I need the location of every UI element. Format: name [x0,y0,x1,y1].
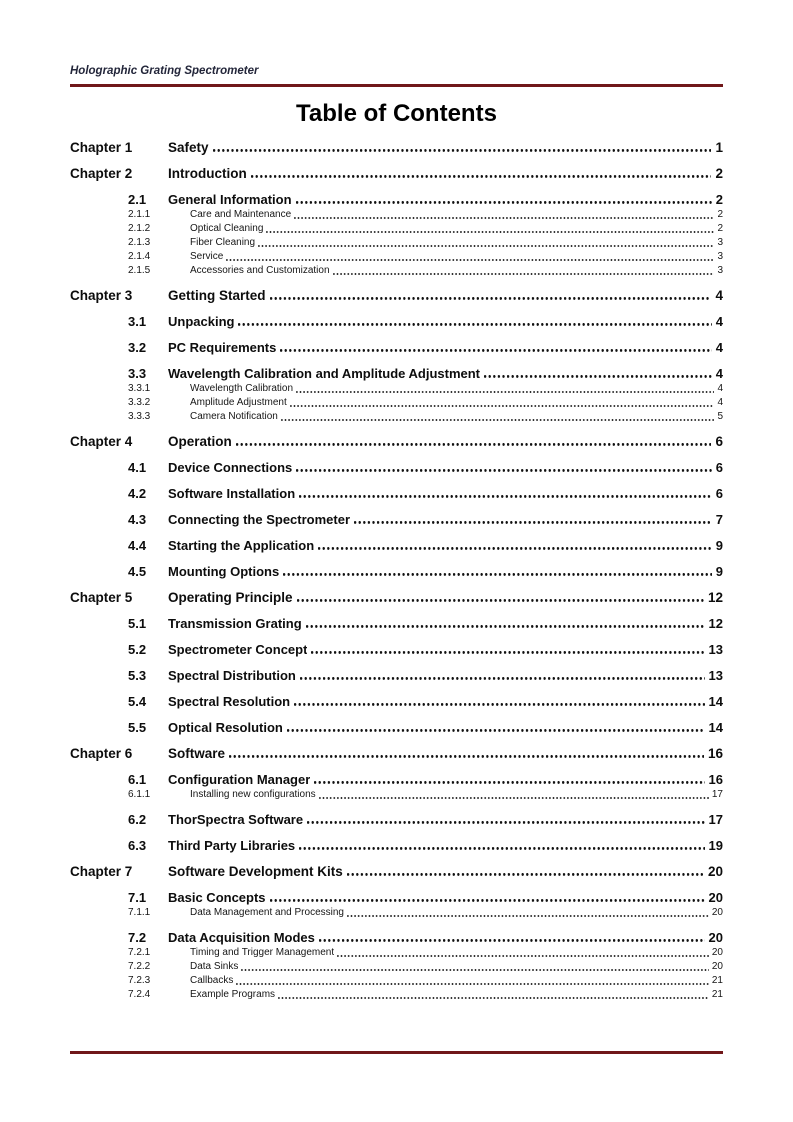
dot-leader [294,217,714,219]
toc-entry-title: Timing and Trigger Management [190,946,335,958]
toc-entry-number: 7.2.2 [128,960,151,972]
toc-entry-page: 20 [708,929,723,945]
toc-entry-title: Mounting Options [168,563,280,579]
toc-entry-page: 3 [717,264,723,276]
header-rule [70,84,723,87]
toc-entry-page: 14 [708,693,723,709]
toc-entry-number: 7.2.3 [128,974,151,986]
toc-entry-number: 4.3 [128,511,147,527]
toc-entry-number: 3.3.1 [128,382,151,394]
toc-entry-page: 4 [717,382,723,394]
dot-leader [281,419,715,421]
toc-entry[interactable] [70,975,723,987]
toc-entry-title: Care and Maintenance [190,208,292,220]
dot-leader [314,781,704,784]
dot-leader [290,405,715,407]
toc-entry-number: 6.1 [128,771,147,787]
dot-leader [294,703,704,706]
dot-leader [354,521,712,524]
toc-entry[interactable] [70,397,723,409]
toc-entry-number: 5.3 [128,667,147,683]
dot-leader [297,599,704,602]
toc-entry-page: 6 [715,433,723,449]
toc-entry-page: 16 [708,771,723,787]
toc-entry-page: 4 [717,396,723,408]
toc-entry[interactable] [70,616,723,631]
dot-leader [241,969,709,971]
dot-leader [258,245,714,247]
toc-entry-title: Fiber Cleaning [190,236,256,248]
dot-leader [311,651,704,654]
toc-entry[interactable] [70,590,723,605]
toc-entry-title: Safety [168,139,209,155]
toc-entry-page: 6 [715,459,723,475]
toc-entry-number: Chapter 1 [70,139,133,155]
toc-entry-title: Data Management and Processing [190,906,344,918]
toc-entry-page: 12 [707,589,723,605]
toc-entry[interactable] [70,223,723,235]
toc-entry[interactable] [70,668,723,683]
toc-entry-title: Camera Notification [190,410,278,422]
toc-entry-page: 4 [715,339,723,355]
dot-leader [337,955,709,957]
toc-entry-number: 4.1 [128,459,147,475]
dot-leader [226,259,714,261]
toc-entry-number: 7.1.1 [128,906,151,918]
dot-leader [347,873,704,876]
dot-leader [236,443,712,446]
toc-entry-title: Transmission Grating [168,615,302,631]
toc-entry[interactable] [70,838,723,853]
toc-entry[interactable] [70,166,723,181]
toc-entry-number: 2.1.2 [128,222,151,234]
toc-entry-number: 6.1.1 [128,788,151,800]
toc-entry[interactable] [70,772,723,787]
toc-entry[interactable] [70,989,723,1001]
page-title: Table of Contents [296,99,497,127]
toc-entry-title: Data Acquisition Modes [168,929,315,945]
toc-entry-number: 3.2 [128,339,147,355]
toc-entry-number: Chapter 7 [70,863,133,879]
toc-entry[interactable] [70,209,723,221]
dot-leader [307,821,704,824]
toc-entry-title: Software [168,745,226,761]
toc-entry-title: Spectrometer Concept [168,641,308,657]
toc-entry[interactable] [70,890,723,905]
dot-leader [270,899,705,902]
toc-entry-page: 9 [715,537,723,553]
table-of-contents [70,140,723,1001]
toc-entry-number: 5.1 [128,615,147,631]
toc-entry-number: Chapter 2 [70,165,133,181]
toc-entry-title: Optical Cleaning [190,222,264,234]
toc-entry-number: 3.1 [128,313,147,329]
dot-leader [318,547,712,550]
toc-entry[interactable] [70,366,723,381]
toc-entry-title: Unpacking [168,313,235,329]
toc-entry[interactable] [70,288,723,303]
toc-entry[interactable] [70,864,723,879]
toc-entry-number: 6.2 [128,811,147,827]
dot-leader [270,297,712,300]
dot-leader [347,915,709,917]
toc-entry[interactable] [70,486,723,501]
toc-entry-page: 7 [715,511,723,527]
toc-entry-page: 19 [708,837,723,853]
toc-entry-page: 21 [711,974,723,986]
toc-entry-number: Chapter 3 [70,287,133,303]
dot-leader [229,755,704,758]
toc-entry[interactable] [70,812,723,827]
toc-entry-title: Operating Principle [168,589,293,605]
toc-entry-number: 2.1 [128,191,147,207]
dot-leader [296,201,712,204]
toc-entry-number: 4.4 [128,537,147,553]
toc-entry[interactable] [70,789,723,801]
dot-leader [283,573,712,576]
toc-entry-title: Amplitude Adjustment [190,396,287,408]
dot-leader [319,797,709,799]
toc-entry-title: Getting Started [168,287,266,303]
toc-entry-number: 4.2 [128,485,147,501]
toc-entry-title: Service [190,250,224,262]
dot-leader [296,469,712,472]
dot-leader [306,625,705,628]
toc-entry-title: Device Connections [168,459,293,475]
toc-entry-page: 20 [711,946,723,958]
dot-leader [299,495,712,498]
toc-entry-title: Wavelength Calibration and Amplitude Adjustment [168,365,481,381]
toc-entry-page: 3 [717,250,723,262]
toc-entry-page: 4 [715,313,723,329]
dot-leader [251,175,712,178]
toc-entry-title: ThorSpectra Software [168,811,304,827]
toc-entry-title: Introduction [168,165,247,181]
toc-entry-number: 3.3.3 [128,410,151,422]
dot-leader [299,847,704,850]
toc-entry-number: 3.3.2 [128,396,151,408]
toc-entry[interactable] [70,383,723,395]
toc-entry-number: 7.1 [128,889,147,905]
toc-entry[interactable] [70,746,723,761]
toc-entry-page: 1 [715,139,723,155]
toc-entry[interactable] [70,720,723,735]
toc-entry-page: 4 [715,365,723,381]
toc-entry-title: Configuration Manager [168,771,311,787]
toc-entry[interactable] [70,251,723,263]
toc-entry[interactable] [70,314,723,329]
toc-entry-page: 2 [715,165,723,181]
toc-entry-number: 3.3 [128,365,147,381]
toc-entry-page: 17 [711,788,723,800]
toc-entry-number: Chapter 6 [70,745,133,761]
toc-entry-title: Data Sinks [190,960,239,972]
dot-leader [238,323,711,326]
toc-entry-number: 2.1.4 [128,250,151,262]
toc-entry-number: 5.4 [128,693,147,709]
toc-entry[interactable] [70,434,723,449]
toc-entry-page: 3 [717,236,723,248]
toc-entry[interactable] [70,265,723,277]
toc-entry-title: Callbacks [190,974,234,986]
footer-rule [70,1051,723,1054]
toc-entry[interactable] [70,192,723,207]
toc-entry-page: 13 [708,641,723,657]
toc-entry-page: 12 [708,615,723,631]
toc-entry[interactable] [70,237,723,249]
toc-entry[interactable] [70,930,723,945]
toc-entry-page: 13 [708,667,723,683]
toc-entry-page: 9 [715,563,723,579]
toc-entry[interactable] [70,538,723,553]
toc-entry-page: 21 [711,988,723,1000]
toc-entry-page: 17 [708,811,723,827]
dot-leader [266,231,714,233]
toc-entry[interactable] [70,460,723,475]
toc-entry-title: Spectral Resolution [168,693,291,709]
toc-entry-title: Optical Resolution [168,719,283,735]
toc-entry-title: Installing new configurations [190,788,316,800]
toc-entry-page: 2 [717,208,723,220]
running-header: Holographic Grating Spectrometer [70,65,259,77]
toc-entry[interactable] [70,642,723,657]
toc-entry-title: Wavelength Calibration [190,382,294,394]
toc-entry-title: Software Development Kits [168,863,343,879]
toc-entry-title: Third Party Libraries [168,837,296,853]
toc-entry-page: 20 [711,906,723,918]
toc-entry[interactable] [70,907,723,919]
toc-entry-title: Software Installation [168,485,296,501]
dot-leader [333,273,715,275]
toc-entry-page: 20 [707,863,723,879]
toc-entry-title: Operation [168,433,232,449]
toc-entry-number: 7.2.1 [128,946,151,958]
toc-entry[interactable] [70,694,723,709]
toc-entry-title: Accessories and Customization [190,264,330,276]
toc-entry-page: 2 [717,222,723,234]
dot-leader [213,149,712,152]
toc-entry-number: 2.1.1 [128,208,151,220]
toc-entry[interactable] [70,961,723,973]
toc-entry-number: 7.2 [128,929,147,945]
dot-leader [319,939,705,942]
dot-leader [300,677,705,680]
toc-entry-title: Basic Concepts [168,889,266,905]
toc-entry[interactable] [70,411,723,423]
toc-entry-number: 5.5 [128,719,147,735]
toc-entry-number: 5.2 [128,641,147,657]
toc-entry-number: 6.3 [128,837,147,853]
toc-entry[interactable] [70,564,723,579]
dot-leader [296,391,714,393]
dot-leader [287,729,705,732]
dot-leader [484,375,712,378]
toc-entry-page: 6 [715,485,723,501]
toc-entry[interactable] [70,340,723,355]
toc-entry[interactable] [70,947,723,959]
toc-entry-page: 5 [717,410,723,422]
toc-entry-number: Chapter 4 [70,433,133,449]
toc-entry-page: 2 [715,191,723,207]
toc-entry-title: Example Programs [190,988,276,1000]
toc-entry-title: PC Requirements [168,339,277,355]
toc-entry-title: Spectral Distribution [168,667,296,683]
toc-entry-number: 2.1.5 [128,264,151,276]
toc-entry[interactable] [70,140,723,155]
toc-entry-number: Chapter 5 [70,589,133,605]
toc-entry-page: 4 [715,287,723,303]
toc-entry-number: 4.5 [128,563,147,579]
dot-leader [278,997,709,999]
toc-entry-page: 20 [711,960,723,972]
toc-entry-page: 20 [708,889,723,905]
toc-entry-number: 2.1.3 [128,236,151,248]
toc-entry-title: General Information [168,191,292,207]
toc-entry[interactable] [70,512,723,527]
dot-leader [236,983,709,985]
toc-entry-page: 16 [707,745,723,761]
toc-entry-title: Starting the Application [168,537,315,553]
toc-entry-number: 7.2.4 [128,988,151,1000]
toc-entry-title: Connecting the Spectrometer [168,511,351,527]
dot-leader [280,349,711,352]
toc-entry-page: 14 [708,719,723,735]
